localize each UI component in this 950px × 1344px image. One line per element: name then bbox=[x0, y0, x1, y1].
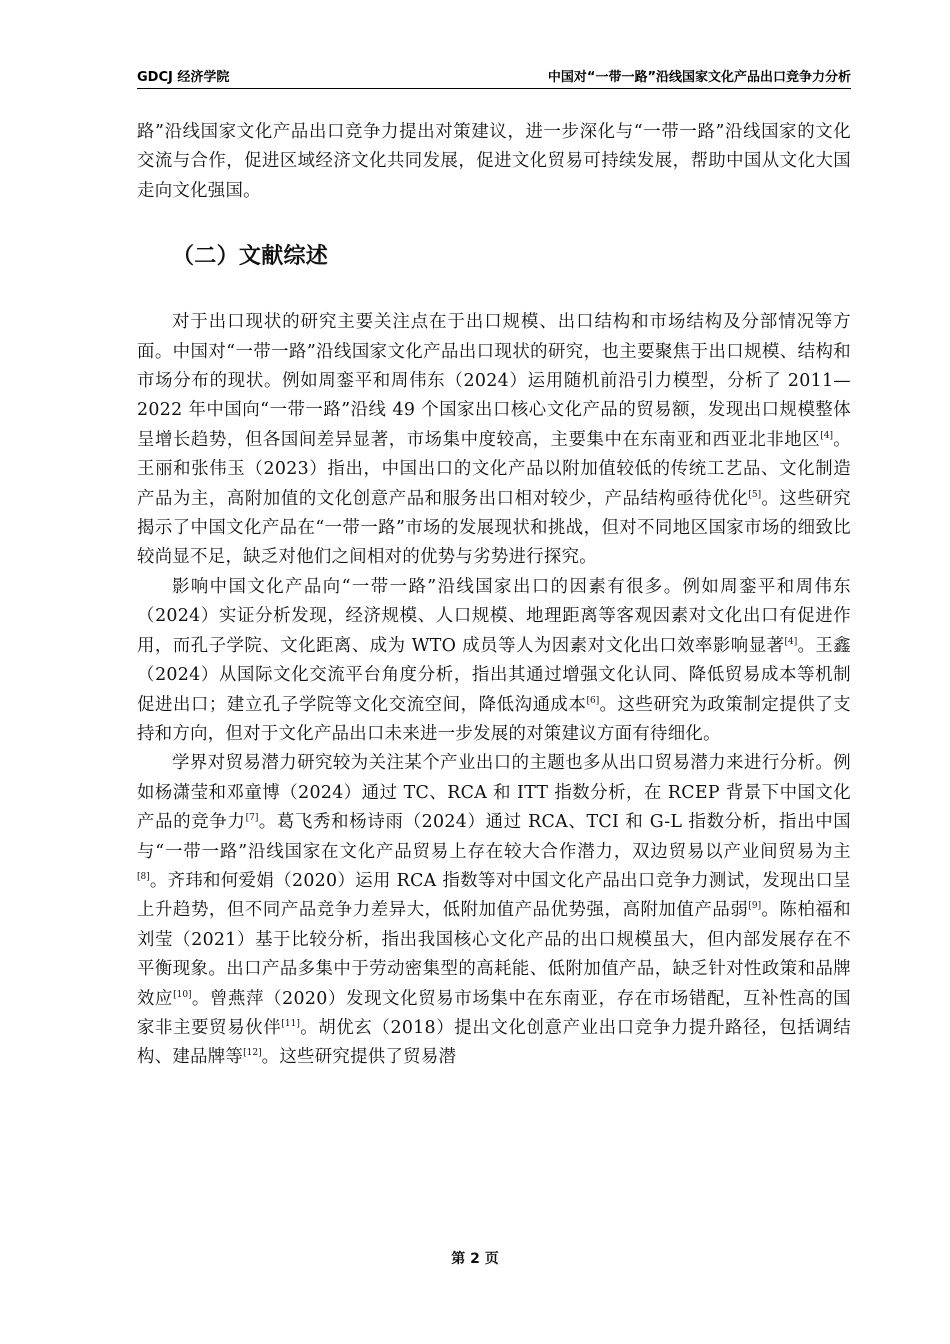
text-segment: 。葛飞秀和杨诗雨（2024）通过 RCA、TCI 和 G-L 指数分析，指出中国与“一带一路”沿线国家在文化产品贸易上存在较大合作潜力，双边贸易以产业间贸易为主 bbox=[137, 812, 851, 862]
paragraph-2 bbox=[137, 573, 851, 749]
text-segment: 。曾燕萍（2020）发现文化贸易市场集中在东南亚，存在市场错配，互补性高的国家非主要贸易伙伴 bbox=[137, 988, 851, 1038]
text-segment: 学界对贸易潜力研究较为关注某个产业出口的主题也多从出口贸易潜力来进行分析。例如杨潇莹和邓童博（2024）通过 TC、RCA 和 ITT 指数分析，在 RCEP 背景下中国文化产品的竞争力 bbox=[137, 753, 851, 833]
text-segment: 影响中国文化产品向“一带一路”沿线国家出口的因素有很多。例如周銮平和周伟东（2024）实证分析发现，经济规模、人口规模、地理距离等客观因素对文化出口有促进作用，而孔子学院、文化距离、成为 WTO 成员等人为因素对文化出口效率影响显著 bbox=[137, 576, 851, 656]
citation-ref: [4] bbox=[820, 430, 834, 441]
text-segment: 。这些研究提供了贸易潜 bbox=[261, 1047, 457, 1068]
citation-ref: [5] bbox=[748, 489, 762, 500]
header-left: GDCJ 经济学院 bbox=[137, 70, 230, 85]
text-segment: 。这些研究揭示了中国文化产品在“一带一路”市场的发展现状和挑战，但对不同地区国家市场的细致比较尚显不足，缺乏对他们之间相对的优势与劣势进行探究。 bbox=[137, 488, 851, 568]
citation-ref: [4] bbox=[784, 636, 798, 647]
running-header bbox=[137, 66, 851, 86]
section-title: （二）文献综述 bbox=[172, 244, 329, 270]
citation-ref: [11] bbox=[281, 1018, 300, 1029]
page-body bbox=[137, 118, 851, 1073]
citation-ref: [12] bbox=[243, 1048, 262, 1059]
text-segment: 。这些研究为政策制定提供了支持和方向，但对于文化产品出口未来进一步发展的对策建议方面有待细化。 bbox=[137, 694, 851, 744]
citation-ref: [8] bbox=[137, 871, 150, 882]
text-segment: 。胡优玄（2018）提出文化创意产业出口竞争力提升路径，包括调结构、建品牌等 bbox=[137, 1017, 851, 1068]
text-segment: 对于出口现状的研究主要关注点在于出口规模、出口结构和市场结构及分部情况等方面。中国对“一带一路”沿线国家文化产品出口现状的研究，也主要聚焦于出口规模、结构和市场分布的现状。例如周銮平和周伟东（2024）运用随机前沿引力模型，分析了 2011—2022 年中国向“一带一路”沿线 49 个国家出口核心文化产品的贸易额，发现出口规模整体呈增长趋势，但各国间差异显著，市场集中度较高，主要集中在东南亚和西亚北非地区 bbox=[137, 312, 851, 450]
intro-paragraph: 路”沿线国家文化产品出口竞争力提出对策建议，进一步深化与“一带一路”沿线国家的文化交流与合作，促进区域经济文化共同发展，促进文化贸易可持续发展，帮助中国从文化大国走向文化强国。 bbox=[137, 122, 851, 201]
text-segment: 。齐玮和何爱娟（2020）运用 RCA 指数等对中国文化产品出口竞争力测试，发现出口呈上升趋势，但不同产品竞争力差异大，低附加值产品优势强，高附加值产品弱 bbox=[137, 870, 851, 921]
text-segment: 。陈柏福和刘莹（2021）基于比较分析，指出我国核心文化产品的出口规模虽大，但内部发展存在不平衡现象。出口产品多集中于劳动密集型的高耗能、低附加值产品，缺乏针对性政策和品牌效应 bbox=[137, 900, 851, 1009]
paragraph-1 bbox=[137, 308, 851, 573]
header-rule bbox=[137, 88, 851, 89]
citation-ref: [9] bbox=[748, 901, 762, 912]
page-number: 第 2 页 bbox=[451, 1251, 499, 1267]
citation-ref: [7] bbox=[245, 813, 259, 824]
text-segment: 。王鑫（2024）从国际文化交流平台角度分析，指出其通过增强文化认同、降低贸易成本等机制促进出口；建立孔子学院等文化交流空间，降低沟通成本 bbox=[137, 635, 851, 715]
paragraph-3 bbox=[137, 749, 851, 1072]
citation-ref: [6] bbox=[586, 695, 600, 706]
citation-ref: [10] bbox=[173, 989, 192, 1000]
header-right: 中国对“一带一路”沿线国家文化产品出口竞争力分析 bbox=[547, 70, 851, 85]
text-segment: 。王丽和张伟玉（2023）指出，中国出口的文化产品以附加值较低的传统工艺品、文化制造产品为主，高附加值的文化创意产品和服务出口相对较少，产品结构亟待优化 bbox=[137, 429, 851, 509]
